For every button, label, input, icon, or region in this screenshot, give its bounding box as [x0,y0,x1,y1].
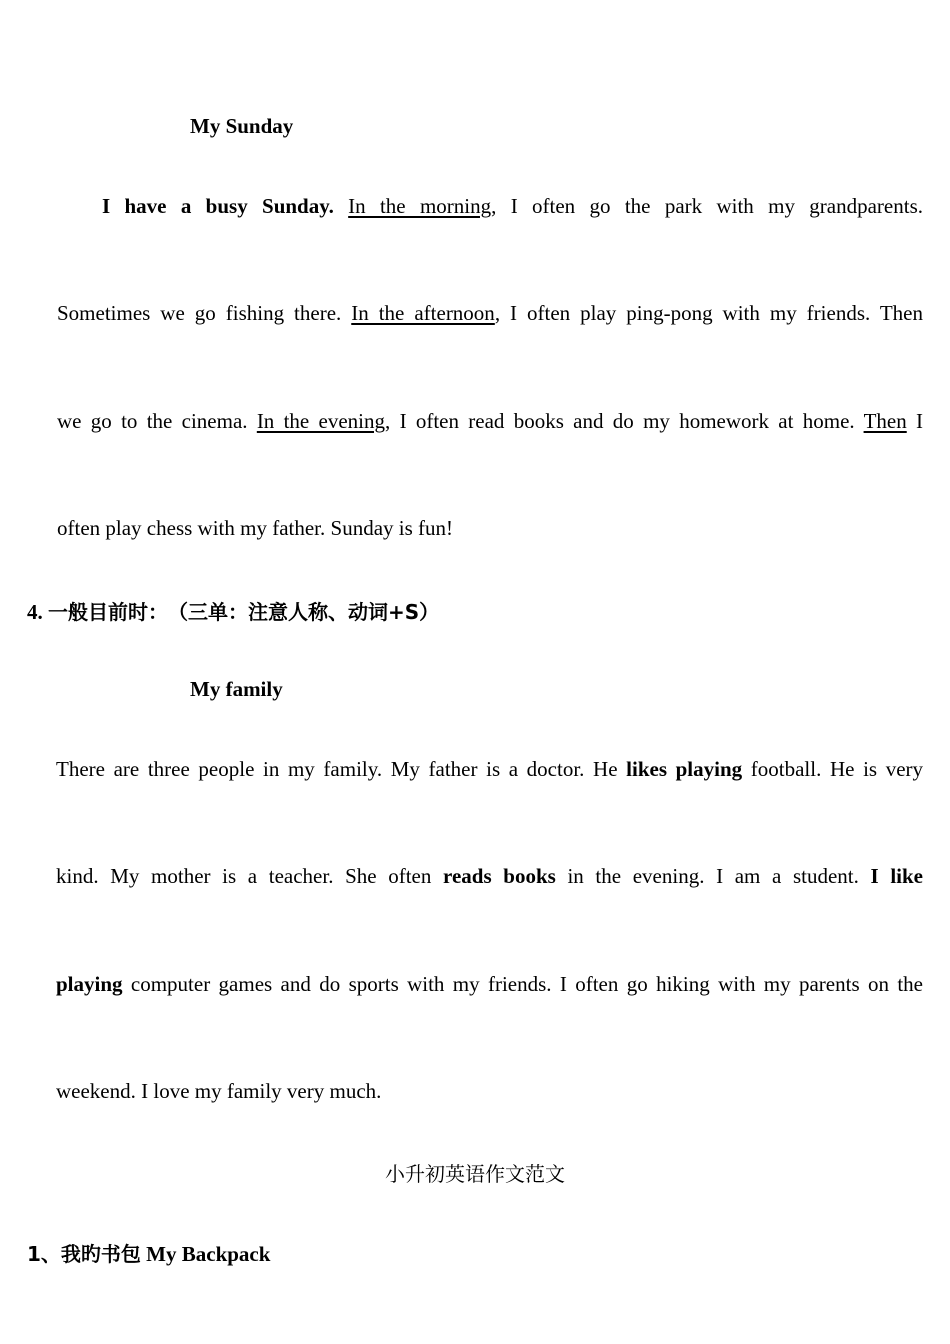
sunday-line-3-text-b: , I often read books and do my homework at home. [385,409,864,433]
family-line-3-text: computer games and do sports with my friends. I often go hiking with my parents on the [122,972,923,996]
sunday-line-2-text-b: , I often play ping-pong with my friends. Then [494,301,923,325]
family-line-4: weekend. I love my family very much. [56,1079,382,1103]
sunday-line-1 [102,194,923,218]
family-bold-i-like: I like [870,864,923,888]
heading-1 [27,1238,270,1267]
sunday-line-1-text: , I often go the park with my grandparents. [491,194,923,218]
doc-title: 小升初英语作文范文 [385,1162,565,1186]
phrase-afternoon: In the afternoon [351,301,495,325]
heading-1-cn: 1、我旳书包 [27,1242,141,1266]
family-line-1-text-b: football. He is very [742,757,923,781]
family-line-3 [56,972,923,996]
sunday-title: My Sunday [190,114,294,138]
family-line-1-text-a: There are three people in my family. My father is a doctor. He [56,757,627,781]
heading-4 [27,596,439,625]
family-title: My family [190,677,283,701]
family-bold-reads-books: reads books [443,864,556,888]
sunday-line-3-text-c: I [906,409,923,433]
sunday-line-2-text-a: Sometimes we go fishing there. [57,301,352,325]
heading-1-en: My Backpack [140,1242,271,1266]
family-bold-playing: playing [56,972,123,996]
family-line-2-text-b: in the evening. I am a student. [555,864,871,888]
family-line-1 [56,757,923,781]
heading-4-text: 一般目前时： （三单：注意人称、动词+S） [48,600,440,624]
heading-4-number: 4. [27,600,43,624]
phrase-morning: In the morning [348,194,492,218]
phrase-then: Then [863,409,907,433]
family-line-2-text-a: kind. My mother is a teacher. She often [56,864,444,888]
sunday-line-4: often play chess with my father. Sunday is fun! [57,516,454,540]
sunday-line-3-text-a: we go to the cinema. [57,409,257,433]
sunday-lead: I have a busy Sunday. [102,194,334,218]
phrase-evening: In the evening [256,409,386,433]
family-bold-likes-playing: likes playing [626,757,743,781]
sunday-line-2 [57,301,923,325]
family-line-2 [56,864,923,888]
sunday-line-3 [57,409,923,433]
